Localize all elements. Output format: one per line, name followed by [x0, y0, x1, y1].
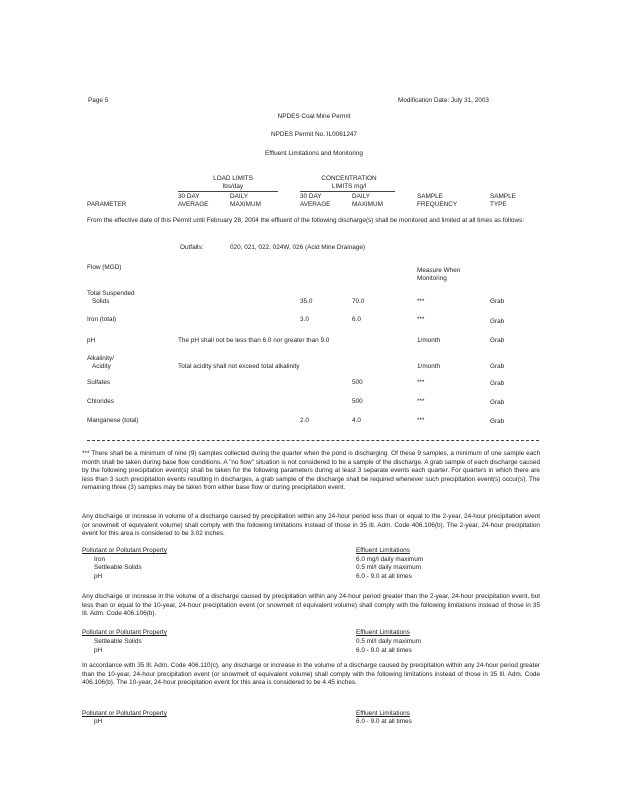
row-tss-type: Grab — [490, 298, 505, 305]
row-iron-avg: 3.0 — [300, 316, 309, 323]
row-chlorides-param: Chlorides — [87, 398, 114, 405]
col-sample-type: SAMPLE — [490, 193, 516, 200]
row-sulfates-max: 500 — [352, 379, 363, 386]
col-conc-daily-max: MAXIMUM — [352, 201, 383, 208]
row-flow-freq-2: Monitoring — [417, 275, 447, 282]
conc-limits-rule — [300, 191, 395, 192]
load-limits-rule — [178, 191, 278, 192]
row-iron-max: 6.0 — [352, 316, 361, 323]
list1-heading-right: Effluent Limitations — [356, 547, 410, 554]
outfalls-value: 020, 021, 022, 024W, 026 (Acid Mine Drainage) — [230, 244, 365, 251]
permit-number: NPDES Permit No. IL0061247 — [271, 131, 357, 138]
row-alk-note: Total acidity shall not exceed total alkalinity — [178, 363, 300, 370]
col-conc-30day-avg: AVERAGE — [300, 201, 331, 208]
list3-heading-left: Pollutant or Pollutant Property — [82, 710, 167, 717]
list2-heading-left: Pollutant or Pollutant Property — [82, 629, 167, 636]
table-divider — [87, 440, 539, 441]
row-chlorides-max: 500 — [352, 398, 363, 405]
list3-item-left: pH — [94, 718, 103, 725]
permit-title: NPDES Coal Mine Permit — [277, 113, 351, 120]
list1-item-right: 0.5 ml/l daily maximum — [356, 564, 421, 571]
list3-heading-right: Effluent Limitations — [356, 710, 410, 717]
list1-item-right: 6.0 mg/l daily maximum — [356, 556, 424, 563]
load-limits-heading: LOAD LIMITS — [213, 175, 253, 182]
row-iron-freq: *** — [417, 316, 425, 323]
intro-paragraph: From the effective date of this Permit until February 28, 2004 the effluent of the following discharge(s) shall be monitored and limited at all times as follows: — [87, 217, 525, 224]
row-tss-param-2: Solids — [92, 298, 110, 305]
list3-item-right: 6.0 - 9.0 at all times — [356, 718, 412, 725]
col-load-daily-max: MAXIMUM — [230, 201, 261, 208]
list2-item-right: 6.0 - 9.0 at all times — [356, 647, 412, 654]
load-units: lbs/day — [222, 183, 244, 190]
col-load-30day-avg: AVERAGE — [178, 201, 209, 208]
list2-item-left: pH — [94, 647, 103, 654]
row-flow-param: Flow (MGD) — [87, 264, 122, 271]
col-sample-frequency-2: FREQUENCY — [417, 201, 458, 208]
col-load-daily: DAILY — [230, 193, 248, 200]
row-manganese-max: 4.0 — [352, 417, 361, 424]
row-chlorides-freq: *** — [417, 398, 425, 405]
row-sulfates-freq: *** — [417, 379, 425, 386]
conc-limits-heading: CONCENTRATION — [321, 175, 377, 182]
outfalls-label: Outfalls: — [180, 244, 204, 251]
col-parameter: PARAMETER — [87, 201, 127, 208]
list1-item-right: 6.0 - 9.0 at all times — [356, 573, 412, 580]
row-chlorides-type: Grab — [490, 399, 505, 406]
row-manganese-freq: *** — [417, 417, 425, 424]
row-tss-avg: 35.0 — [300, 298, 313, 305]
row-sulfates-type: Grab — [490, 380, 505, 387]
row-alk-param-2: Acidity — [92, 363, 111, 370]
section-406-paragraph: In accordance with 35 Ill. Adm. Code 406.110(c), any discharge or increase in the volume of a discharge caused by precipitation within any 24-hour period greater than the 10-year, 24-hour precipitation event (or snowmelt of equivalent volume) shall comply with the following limitations instead of those in 35 Ill. Adm. Code 406.106(b). The 10-year, 24-hour precipitation event for this area is considered to be 4.45 inches. — [82, 662, 540, 687]
list1-item-left: pH — [94, 573, 103, 580]
col-load-30day: 30 DAY — [178, 193, 200, 200]
row-ph-note: The pH shall not be less than 6.0 nor greater than 9.0 — [178, 337, 330, 344]
row-tss-max: 70.0 — [352, 298, 365, 305]
col-sample-type-2: TYPE — [490, 201, 507, 208]
row-iron-param: Iron (total) — [87, 316, 117, 323]
list1-item-left: Iron — [94, 556, 106, 563]
col-conc-30day: 30 DAY — [300, 193, 322, 200]
page-number: Page 5 — [88, 97, 109, 104]
row-tss-param: Total Suspended — [87, 290, 135, 297]
list2-heading-right: Effluent Limitations — [356, 629, 410, 636]
row-manganese-param: Manganese (total) — [87, 417, 139, 424]
section-title: Effluent Limitations and Monitoring — [265, 150, 363, 157]
row-ph-freq: 1/month — [417, 337, 441, 344]
list2-item-right: 0.5 ml/l daily maximum — [356, 638, 421, 645]
row-sulfates-param: Sulfates — [87, 379, 111, 386]
footnote-paragraph: *** There shall be a minimum of nine (9) samples collected during the quarter when the pond is discharging. Of these 9 samples, a minimum of one sample each month shall be taken during base flow conditions. A "no flow" situation is not considered to be a sample of the discharge. A grab sample of each discharge caused by the following precipitation event(s) shall be taken for the following parameters during at least 3 separate events each quarter. For quarters in which there are less than 3 such precipitation events resulting in discharges, a grab sample of the discharge shall be required whenever such precipitation event(s) occur(s). The remaining three (3) samples may be taken from either base flow or during precipitation event. — [82, 450, 540, 492]
row-alk-param: Alkalinity/ — [87, 355, 114, 362]
row-ph-type: Grab — [490, 337, 505, 344]
ten-year-paragraph: Any discharge or increase in the volume of a discharge caused by precipitation within any 24-hour period greater than the 2-year, 24-hour precipitation event, but less than or equal to the 10-year, 24-hour precipitation event (or snowmelt of equivalent volume) shall comply with the following limitations instead of those in 35 Ill. Adm. Code 406.106(b). — [82, 593, 540, 618]
list1-item-left: Settleable Solids — [94, 564, 142, 571]
list1-heading-left: Pollutant or Pollutant Property — [82, 547, 167, 554]
row-ph-param: pH — [87, 337, 96, 344]
row-alk-freq: 1/month — [417, 363, 441, 370]
row-alk-type: Grab — [490, 363, 505, 370]
modification-date: Modification Date: July 31, 2003 — [398, 97, 489, 104]
row-tss-freq: *** — [417, 298, 425, 305]
row-manganese-avg: 2.0 — [300, 417, 309, 424]
row-flow-freq: Measure When — [417, 267, 461, 274]
list2-item-left: Settleable Solids — [94, 638, 142, 645]
col-conc-daily: DAILY — [352, 193, 370, 200]
row-iron-type: Grab — [490, 318, 505, 325]
two-year-paragraph: Any discharge or increase in volume of a discharge caused by precipitation within any 24-hour period less than or equal to the 2-year, 24-hour precipitation event (or snowmelt of equivalent volume) shall comply with the following limitations instead of those in 35 Ill. Adm. Code 406.106(b). The 2-year, 24-hour precipitation event for this area is considered to be 3.02 inches. — [82, 513, 540, 538]
col-sample-frequency: SAMPLE — [417, 193, 443, 200]
row-manganese-type: Grab — [490, 418, 505, 425]
conc-units: LIMITS mg/l — [331, 183, 367, 190]
